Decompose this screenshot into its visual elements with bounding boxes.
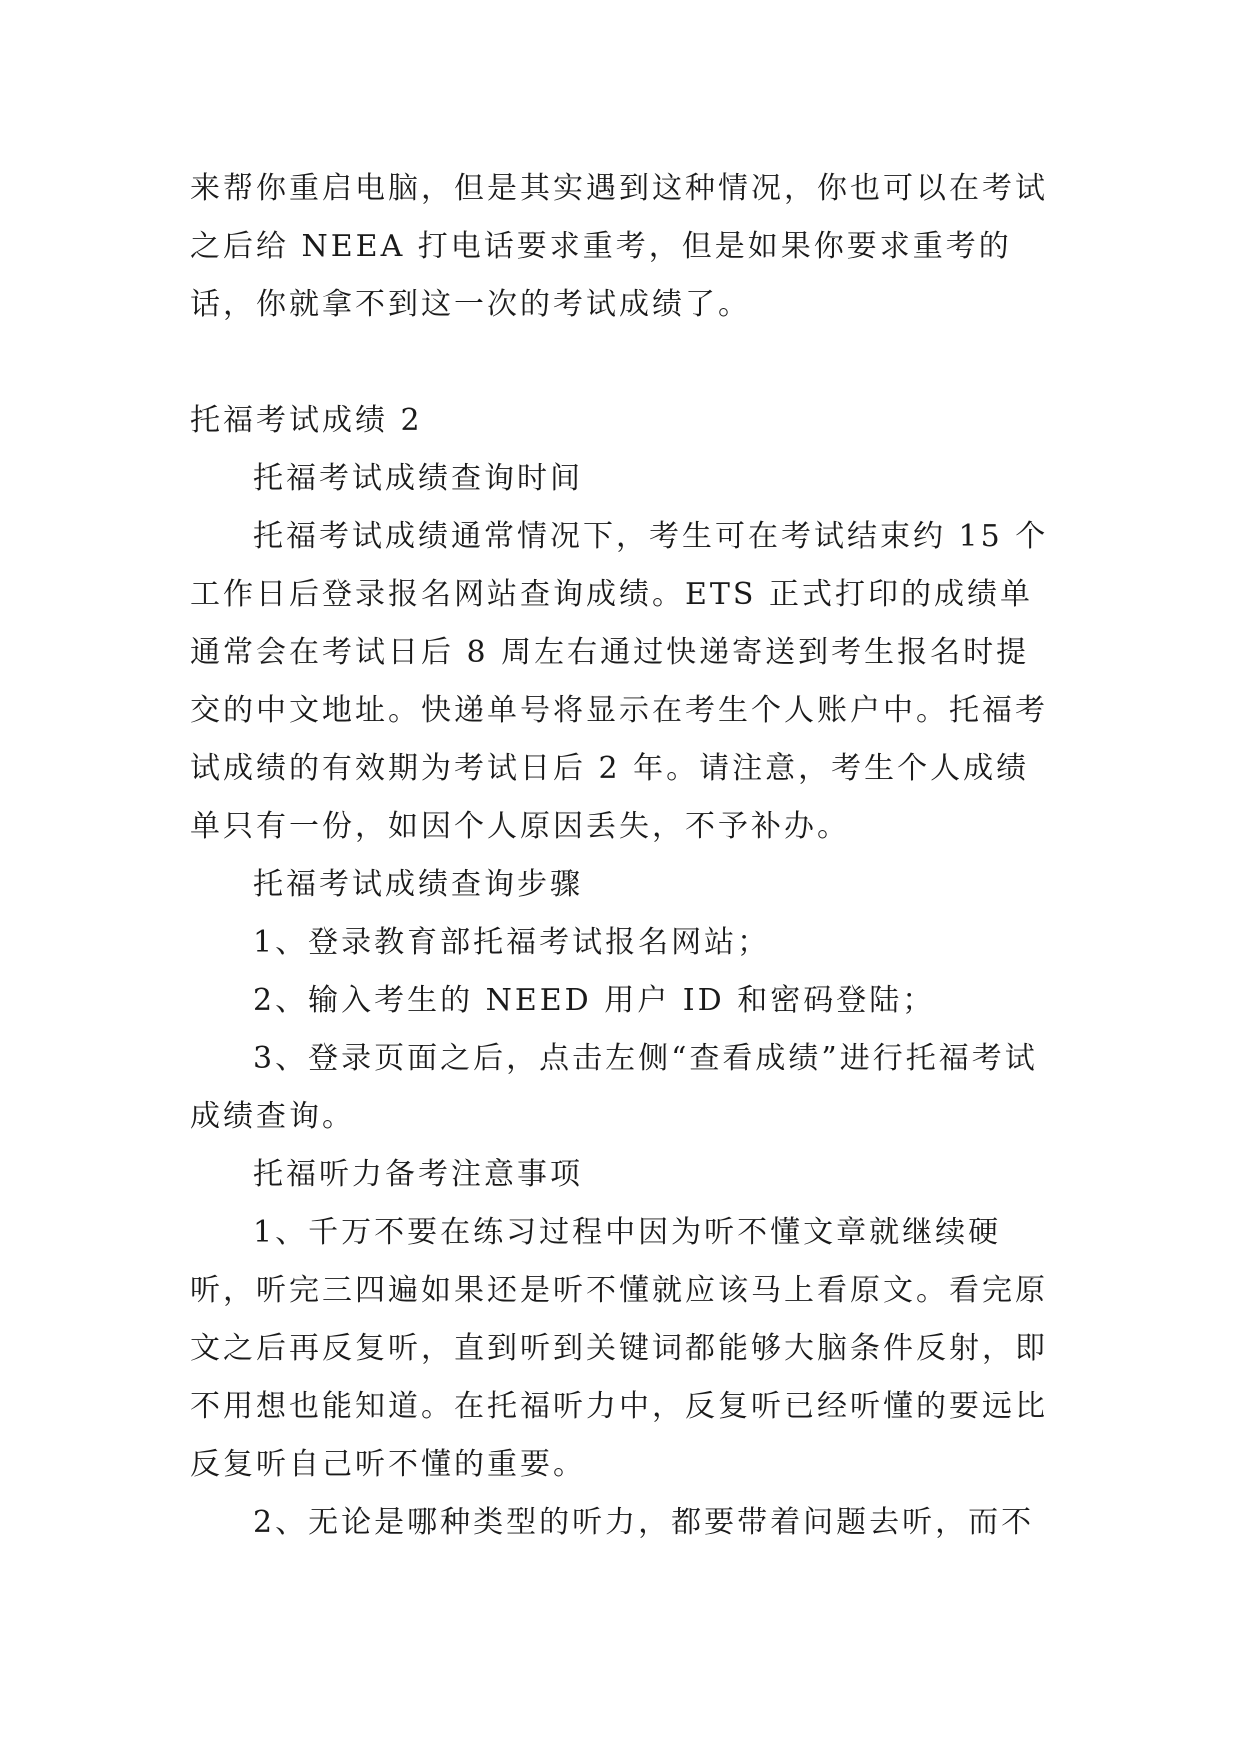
query-steps-heading: 托福考试成绩查询步骤 [253,867,583,902]
listening-heading: 托福听力备考注意事项 [253,1157,583,1192]
document-body [190,160,1050,1552]
paragraph-gap [190,334,1050,392]
intro-paragraph: 来帮你重启电脑，但是其实遇到这种情况，你也可以在考试之后给 NEEA 打电话要求重考，但是如果你要求重考的话，你就拿不到这一次的考试成绩了。 [190,171,1048,322]
listening-tip-1: 1、千万不要在练习过程中因为听不懂文章就继续硬听，听完三四遍如果还是听不懂就应该马上看原文。看完原文之后再反复听，直到听到关键词都能够大脑条件反射，即不用想也能知道。在托福听力中，反复听已经听懂的要远比反复听自己听不懂的重要。 [190,1215,1048,1482]
query-time-heading: 托福考试成绩查询时间 [253,461,583,496]
query-step-1: 1、登录教育部托福考试报名网站； [253,925,771,960]
query-step-2: 2、输入考生的 NEED 用户 ID 和密码登陆； [253,983,936,1018]
query-time-paragraph: 托福考试成绩通常情况下，考生可在考试结束约 15 个工作日后登录报名网站查询成绩。ETS 正式打印的成绩单通常会在考试日后 8 周左右通过快递寄送到考生报名时提交的中文地址。快递单号将显示在考生个人账户中。托福考试成绩的有效期为考试日后 2 年。请注意，考生个人成绩单只有一份，如因个人原因丢失，不予补办。 [190,519,1049,844]
section-title: 托福考试成绩 2 [190,403,423,438]
query-step-3: 3、登录页面之后，点击左侧“查看成绩”进行托福考试成绩查询。 [190,1041,1038,1134]
listening-tip-2: 2、无论是哪种类型的听力，都要带着问题去听，而不 [253,1505,1035,1540]
